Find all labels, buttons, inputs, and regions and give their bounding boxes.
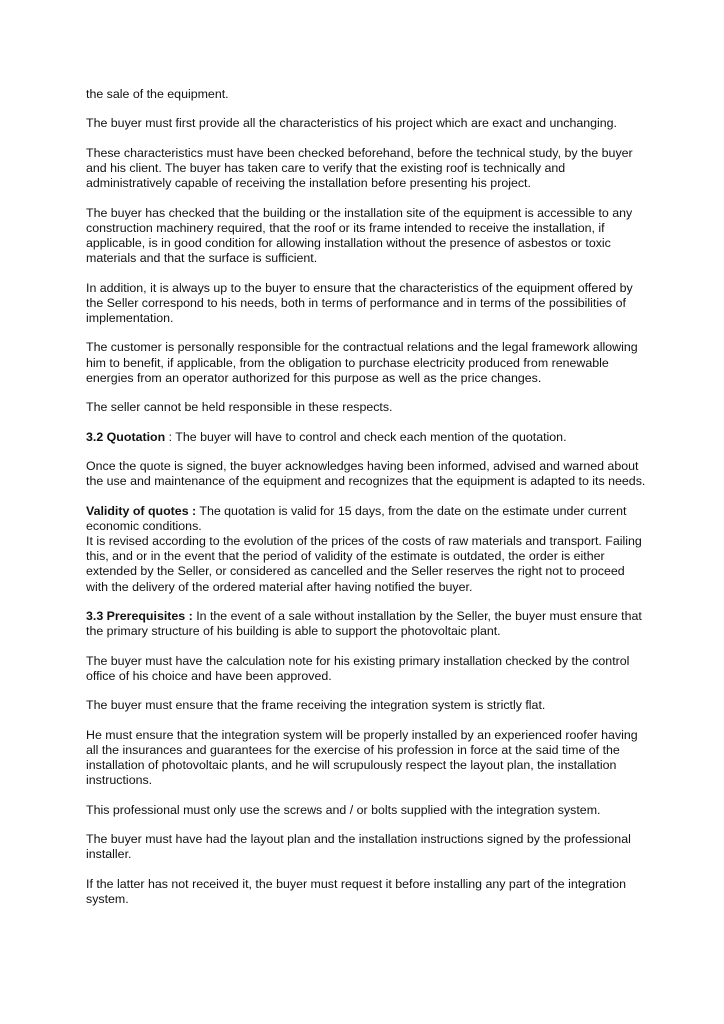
paragraph	[86, 459, 646, 489]
paragraph-text: The buyer must have had the layout plan and the installation instructions signed by the professional installer.	[86, 831, 631, 862]
paragraph	[86, 116, 646, 131]
paragraph	[86, 340, 646, 386]
section-heading: 3.3 Prerequisites :	[86, 608, 193, 623]
paragraph-text: The buyer must ensure that the frame receiving the integration system is strictly flat.	[86, 698, 546, 713]
document-body	[86, 87, 646, 921]
paragraph-text: It is revised according to the evolution of the prices of the costs of raw materials and transport. Failing this, and or in the event that the period of validity of the estimate is outdated, the order is either extended by the Seller, or considered as cancelled and the Seller reserves the right not to proceed with the delivery of the ordered material after having notified the buyer.	[86, 533, 642, 594]
section-quotation	[86, 430, 646, 445]
paragraph	[86, 698, 646, 713]
paragraph-text: In addition, it is always up to the buyer to ensure that the characteristics of the equipment offered by the Seller correspond to his needs, both in terms of performance and in terms of the possibilities of implementation.	[86, 280, 633, 325]
paragraph-text: The seller cannot be held responsible in these respects.	[86, 400, 393, 415]
paragraph-text: This professional must only use the screws and / or bolts supplied with the integration system.	[86, 802, 601, 817]
paragraph	[86, 400, 646, 415]
paragraph-text: If the latter has not received it, the buyer must request it before installing any part of the integration system.	[86, 876, 626, 906]
section-heading: Validity of quotes :	[86, 503, 197, 518]
paragraph-text: The quotation is valid for 15 days, from the date on the estimate under current economic conditions.	[86, 503, 627, 533]
paragraph	[86, 281, 646, 327]
paragraph-text: In the event of a sale without installation by the Seller, the buyer must ensure that the primary structure of his building is able to support the photovoltaic plant.	[86, 608, 642, 639]
paragraph-text: These characteristics must have been checked beforehand, before the technical study, by the buyer and his client. The buyer has taken care to verify that the existing roof is technically and administratively capable of receiving the installation before presenting his project.	[86, 145, 633, 191]
paragraph-text: The buyer has checked that the building or the installation site of the equipment is accessible to any construction machinery required, that the roof or its frame intended to receive the installation, if applicable, is in good condition for allowing installation without the presence of asbestos or toxic materials and that the surface is sufficient.	[86, 205, 633, 266]
paragraph	[86, 206, 646, 267]
section-heading: 3.2 Quotation	[86, 429, 166, 444]
section-prerequisites	[86, 609, 646, 639]
paragraph	[86, 87, 646, 102]
paragraph	[86, 146, 646, 192]
section-validity-of-quotes	[86, 504, 646, 534]
paragraph	[86, 832, 646, 862]
paragraph	[86, 654, 646, 684]
paragraph	[86, 877, 646, 907]
paragraph-text: Once the quote is signed, the buyer acknowledges having been informed, advised and warned about the use and maintenance of the equipment and recognizes that the equipment is adapted to its needs.	[86, 458, 646, 489]
paragraph-text: He must ensure that the integration system will be properly installed by an experienced roofer having all the insurances and guarantees for the exercise of his profession in force at the said time of the installation of photovoltaic plants, and he will scrupulously respect the layout plan, the installation instructions.	[86, 727, 638, 788]
paragraph-text: The buyer must have the calculation note for his existing primary installation checked by the control office of his choice and have been approved.	[86, 653, 630, 683]
paragraph-text: the sale of the equipment.	[86, 87, 229, 101]
paragraph-text: The buyer must first provide all the characteristics of his project which are exact and unchanging.	[86, 116, 617, 131]
paragraph-text: : The buyer will have to control and check each mention of the quotation.	[165, 429, 567, 444]
paragraph	[86, 728, 646, 789]
paragraph-text: The customer is personally responsible for the contractual relations and the legal framework allowing him to benefit, if applicable, from the obligation to purchase electricity produced from renewable energies from an operator authorized for this purpose as well as the price changes.	[86, 340, 638, 385]
paragraph	[86, 534, 646, 595]
paragraph	[86, 803, 646, 818]
